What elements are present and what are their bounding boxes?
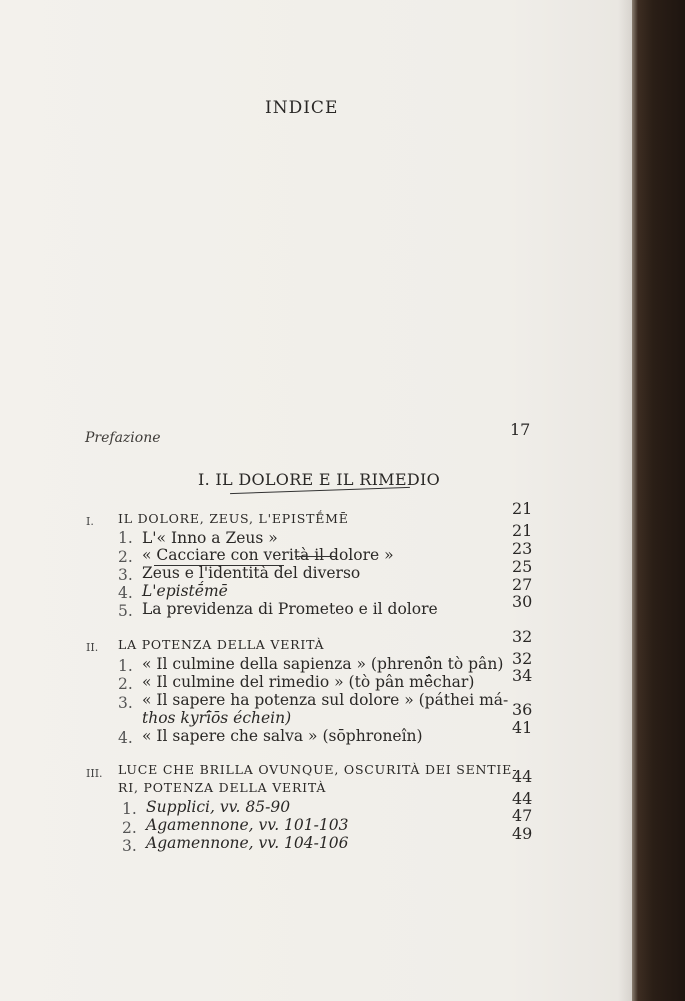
item-number: 1.	[118, 529, 133, 547]
item-number: 4.	[118, 729, 133, 747]
toc-item: « Il sapere che salva » (sōphroneîn)	[142, 727, 423, 745]
book-spine	[632, 0, 685, 1001]
chapter-numeral: I.	[86, 515, 94, 528]
item-number: 5.	[118, 602, 133, 620]
preface-label: Prefazione	[85, 430, 161, 446]
toc-item: Agamennone, vv. 101-103	[146, 816, 349, 834]
toc-item: L'epistḗmē	[142, 582, 228, 600]
item-page: 34	[512, 666, 533, 685]
toc-item: Supplici, vv. 85-90	[146, 798, 291, 816]
preface-page: 17	[510, 420, 531, 439]
toc-item: Zeus e l'identità del diverso	[142, 564, 361, 582]
toc-item-continuation: thos kyrī́ōs échein)	[142, 709, 292, 727]
item-page: 21	[512, 521, 533, 540]
toc-item: « Il culmine del rimedio » (tò pân mē̂char)	[142, 673, 475, 691]
item-number: 1.	[122, 800, 137, 818]
item-number: 2.	[122, 819, 137, 837]
chapter-title: LA POTENZA DELLA VERITÀ	[118, 637, 325, 652]
item-page: 27	[512, 575, 533, 594]
item-number: 3.	[118, 566, 133, 584]
chapter-page: 21	[512, 499, 533, 518]
chapter-title: LUCE CHE BRILLA OVUNQUE, OSCURITÀ DEI SENTIE-	[118, 762, 518, 777]
item-page: 41	[512, 718, 533, 737]
item-page: 23	[512, 539, 533, 558]
item-number: 2.	[118, 675, 133, 693]
item-page: 25	[512, 557, 533, 576]
toc-item: La previdenza di Prometeo e il dolore	[142, 600, 438, 618]
item-page: 47	[512, 806, 533, 825]
toc-item: « Il culmine della sapienza » (phrenō̂n tò pân)	[142, 655, 504, 673]
item-number: 3.	[118, 694, 133, 712]
item-number: 3.	[122, 837, 137, 855]
toc-item: Agamennone, vv. 104-106	[146, 834, 349, 852]
toc-item: L'« Inno a Zeus »	[142, 529, 278, 547]
item-number: 4.	[118, 584, 133, 602]
item-page: 49	[512, 824, 533, 843]
item-number: 2.	[118, 548, 133, 566]
item-page: 32	[512, 649, 533, 668]
item-number: 1.	[118, 657, 133, 675]
item-page: 44	[512, 789, 533, 808]
chapter-title: IL DOLORE, ZEUS, L'EPISTḖMĒ	[118, 511, 349, 526]
chapter-title-continuation: RI, POTENZA DELLA VERITÀ	[118, 780, 327, 795]
toc-item: « Cacciare con verità il dolore »	[142, 546, 394, 564]
item-page: 30	[512, 592, 533, 611]
chapter-numeral: III.	[86, 767, 103, 780]
handwritten-strikethrough	[295, 556, 337, 557]
item-page: 36	[512, 700, 533, 719]
chapter-page: 32	[512, 627, 533, 646]
part-heading: I. IL DOLORE E IL RIMEDIO	[198, 470, 441, 489]
page-title: INDICE	[265, 98, 339, 118]
chapter-numeral: II.	[86, 641, 99, 654]
chapter-page: 44	[512, 767, 533, 786]
toc-item: « Il sapere ha potenza sul dolore » (páthei má-	[142, 691, 509, 709]
